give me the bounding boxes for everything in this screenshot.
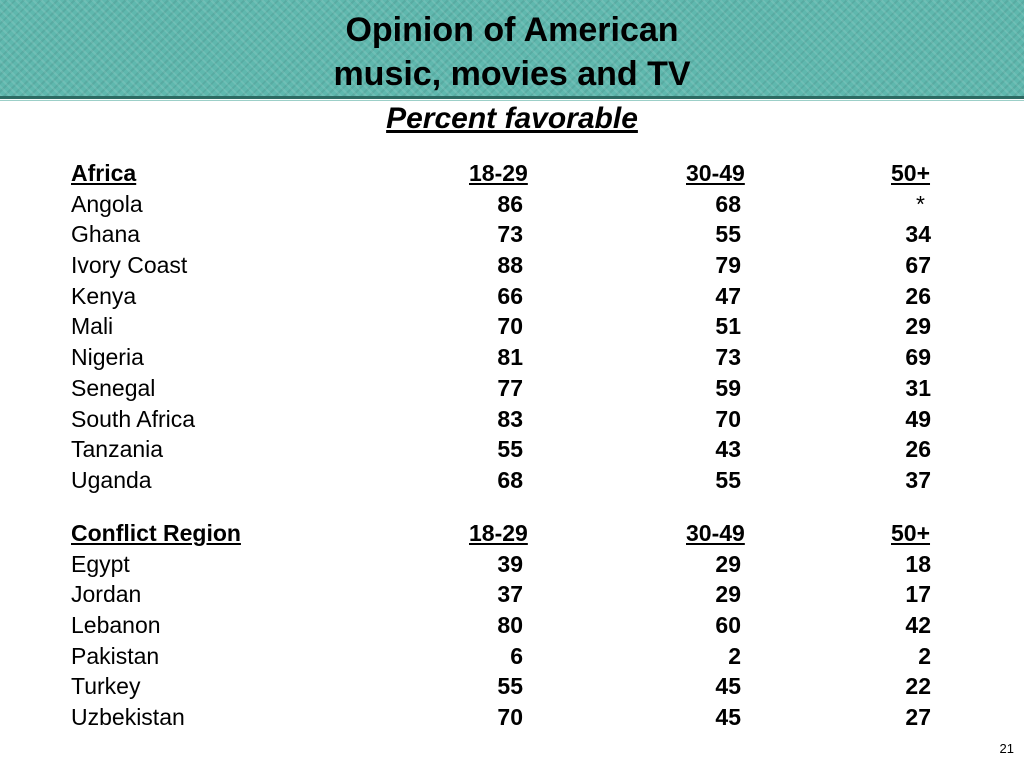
value-18-29: 55 xyxy=(497,673,523,700)
value-50-plus: 69 xyxy=(905,344,931,371)
value-50-plus: 26 xyxy=(905,282,931,309)
table-row xyxy=(71,373,961,404)
value-50-plus: 49 xyxy=(905,405,931,432)
table-row xyxy=(71,404,961,435)
table-row xyxy=(71,342,961,373)
value-18-29: 55 xyxy=(497,436,523,463)
value-50-plus: 2 xyxy=(918,642,931,669)
country-name: Pakistan xyxy=(71,642,160,669)
value-30-49: 55 xyxy=(715,466,741,493)
table-row xyxy=(71,465,961,496)
section-header-row xyxy=(71,518,961,549)
section-conflict-region xyxy=(71,518,961,733)
value-30-49: 43 xyxy=(715,436,741,463)
section-heading: Conflict Region xyxy=(71,520,241,546)
value-50-plus: 29 xyxy=(905,313,931,340)
page-number: 21 xyxy=(999,741,1014,756)
value-50-plus: 42 xyxy=(905,612,931,639)
table-row xyxy=(71,671,961,702)
value-30-49: 59 xyxy=(715,374,741,401)
value-18-29: 70 xyxy=(497,313,523,340)
column-header-50-plus: 50+ xyxy=(891,520,931,546)
country-name: Nigeria xyxy=(71,344,144,371)
value-30-49: 79 xyxy=(715,252,741,279)
value-18-29: 39 xyxy=(497,550,523,577)
value-50-plus: 27 xyxy=(905,704,931,731)
value-18-29: 88 xyxy=(497,252,523,279)
country-name: Ivory Coast xyxy=(71,252,188,279)
section-heading: Africa xyxy=(71,160,137,186)
table-row xyxy=(71,610,961,641)
country-name: Angola xyxy=(71,190,143,217)
value-30-49: 45 xyxy=(715,704,741,731)
value-30-49: 51 xyxy=(715,313,741,340)
value-18-29: 68 xyxy=(497,466,523,493)
country-name: South Africa xyxy=(71,405,196,432)
value-18-29: 66 xyxy=(497,282,523,309)
table-row xyxy=(71,641,961,672)
section-africa xyxy=(71,158,961,496)
column-header-30-49: 30-49 xyxy=(686,520,745,546)
value-50-plus: 26 xyxy=(905,436,931,463)
table-row xyxy=(71,549,961,580)
table-row xyxy=(71,281,961,312)
table-row xyxy=(71,702,961,733)
table-row xyxy=(71,219,961,250)
slide-subtitle: Percent favorable xyxy=(386,102,638,135)
value-50-plus: 18 xyxy=(905,550,931,577)
value-30-49: 68 xyxy=(715,190,741,217)
column-header-30-49: 30-49 xyxy=(686,160,745,186)
value-18-29: 70 xyxy=(497,704,523,731)
value-50-plus: 31 xyxy=(905,374,931,401)
value-50-plus: 34 xyxy=(905,221,931,248)
value-18-29: 80 xyxy=(497,612,523,639)
value-30-49: 29 xyxy=(715,550,741,577)
table-row xyxy=(71,579,961,610)
value-18-29: 77 xyxy=(497,374,523,401)
country-name: Jordan xyxy=(71,581,142,608)
country-name: Lebanon xyxy=(71,612,161,639)
value-30-49: 2 xyxy=(728,642,741,669)
table-row xyxy=(71,434,961,465)
value-18-29: 83 xyxy=(497,405,523,432)
value-50-plus: 22 xyxy=(905,673,931,700)
value-50-plus: 67 xyxy=(905,252,931,279)
value-30-49: 73 xyxy=(715,344,741,371)
value-50-plus: * xyxy=(916,190,925,217)
country-name: Turkey xyxy=(71,673,141,700)
country-name: Tanzania xyxy=(71,436,164,463)
value-50-plus: 37 xyxy=(905,466,931,493)
slide-title xyxy=(0,8,1024,96)
banner-divider xyxy=(0,96,1024,99)
table-row xyxy=(71,311,961,342)
slide-title-line-2: music, movies and TV xyxy=(333,55,691,93)
column-header-18-29: 18-29 xyxy=(469,520,528,546)
value-18-29: 81 xyxy=(497,344,523,371)
country-name: Uzbekistan xyxy=(71,704,185,731)
value-30-49: 45 xyxy=(715,673,741,700)
country-name: Egypt xyxy=(71,550,130,577)
country-name: Ghana xyxy=(71,221,141,248)
country-name: Senegal xyxy=(71,374,156,401)
value-30-49: 70 xyxy=(715,405,741,432)
section-header-row xyxy=(71,158,961,189)
country-name: Uganda xyxy=(71,466,152,493)
table-row xyxy=(71,250,961,281)
table-row xyxy=(71,189,961,220)
value-18-29: 86 xyxy=(497,190,523,217)
column-header-50-plus: 50+ xyxy=(891,160,931,186)
value-18-29: 37 xyxy=(497,581,523,608)
country-name: Mali xyxy=(71,313,114,340)
column-header-18-29: 18-29 xyxy=(469,160,528,186)
value-30-49: 60 xyxy=(715,612,741,639)
value-30-49: 47 xyxy=(715,282,741,309)
value-30-49: 55 xyxy=(715,221,741,248)
slide-title-line-1: Opinion of American xyxy=(345,11,679,49)
value-18-29: 73 xyxy=(497,221,523,248)
value-50-plus: 17 xyxy=(905,581,931,608)
value-18-29: 6 xyxy=(510,642,523,669)
country-name: Kenya xyxy=(71,282,137,309)
value-30-49: 29 xyxy=(715,581,741,608)
